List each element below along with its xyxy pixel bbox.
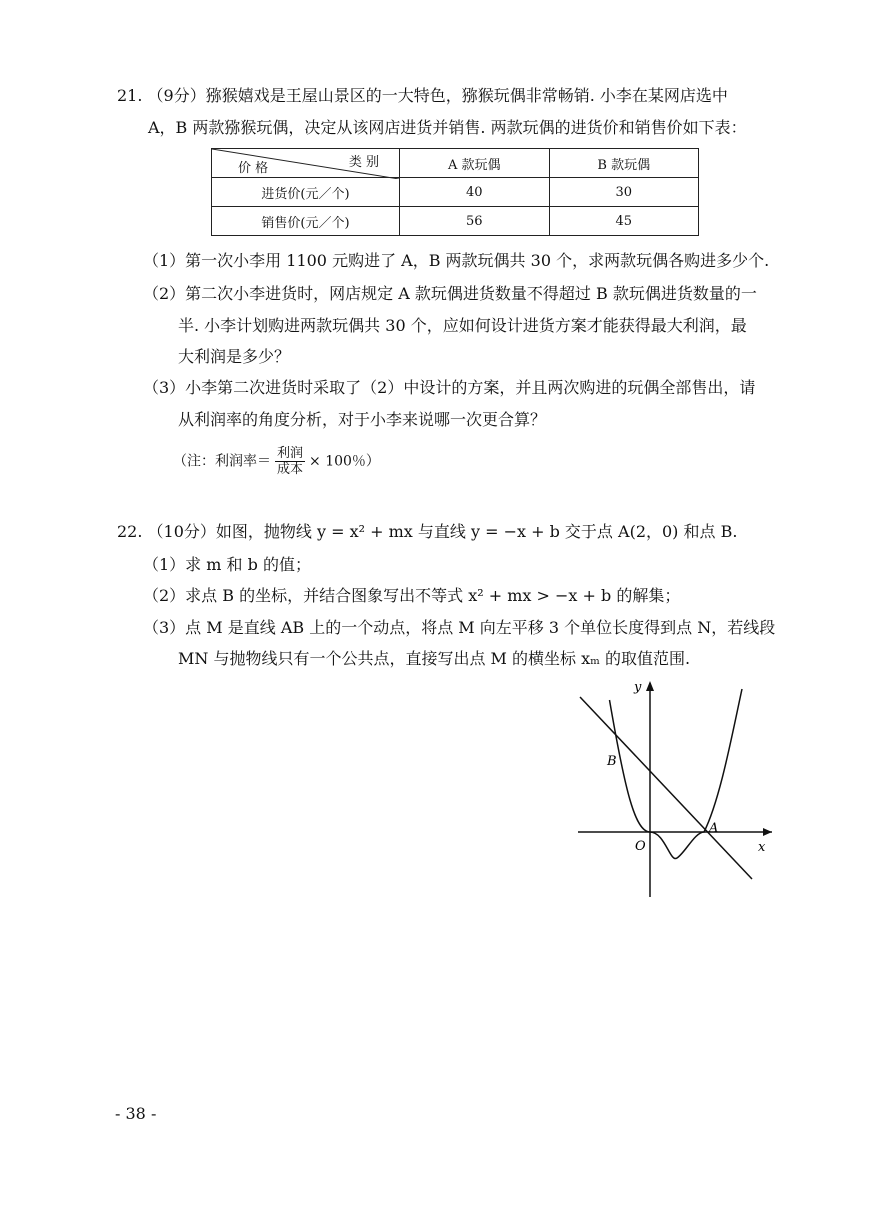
fraction-denominator: 成本 — [277, 462, 304, 477]
x-axis-arrow-icon — [763, 828, 772, 836]
cell-cost-b: 30 — [549, 178, 699, 207]
q21-part1: （1）第一次小李用 1100 元购进了 A，B 两款玩偶共 30 个，求两款玩偶各购进多少个. — [143, 251, 770, 270]
label-origin: O — [635, 839, 646, 854]
page-number: - 38 - — [115, 1104, 157, 1123]
label-point-b: B — [607, 754, 617, 769]
parabola-curve — [610, 689, 743, 859]
q21-part2-line1: （2）第二次小李进货时，网店规定 A 款玩偶进货数量不得超过 B 款玩偶进货数量的一 — [143, 284, 757, 303]
column-header-a: A 款玩偶 — [400, 149, 550, 178]
note-prefix: （注：利润率＝ — [173, 453, 271, 470]
profit-rate-fraction — [275, 446, 305, 477]
header-price: 价 格 — [238, 161, 269, 176]
q22-part2: （2）求点 B 的坐标，并结合图象写出不等式 x² + mx > −x + b 的解集； — [143, 586, 681, 605]
y-axis-arrow-icon — [646, 681, 654, 691]
q21-part2-line2: 半. 小李计划购进两款玩偶共 30 个，应如何设计进货方案才能获得最大利润，最 — [178, 316, 747, 335]
function-graph — [570, 675, 780, 905]
row-label-cost: 进货价(元／个) — [212, 178, 400, 207]
q21-note — [173, 446, 380, 477]
table-corner-cell — [212, 149, 400, 178]
table-header-row — [212, 149, 699, 178]
q21-part2-line3: 大利润是多少？ — [178, 347, 291, 366]
label-x: x — [758, 840, 766, 855]
cell-sale-a: 56 — [400, 207, 550, 236]
line-ab — [580, 697, 752, 879]
q21-intro-line2: A，B 两款猕猴玩偶，决定从该网店进货并销售. 两款玩偶的进货价和销售价如下表： — [148, 118, 747, 137]
label-point-a: A — [709, 821, 719, 836]
row-label-sale: 销售价(元／个) — [212, 207, 400, 236]
note-suffix: × 100％） — [309, 453, 380, 470]
price-table — [211, 148, 699, 236]
q22-part3-line2: MN 与抛物线只有一个公共点，直接写出点 M 的横坐标 xₘ 的取值范围. — [178, 649, 691, 668]
cell-sale-b: 45 — [549, 207, 699, 236]
label-y: y — [634, 680, 642, 695]
q22-intro: 22. （10分）如图，抛物线 y = x² + mx 与直线 y = −x + b 交于点 A(2，0) 和点 B. — [117, 522, 738, 541]
column-header-b: B 款玩偶 — [549, 149, 699, 178]
q22-part3-line1: （3）点 M 是直线 AB 上的一个动点，将点 M 向左平移 3 个单位长度得到点 N，若线段 — [143, 618, 776, 637]
q21-intro-line1: 21. （9分）猕猴嬉戏是王屋山景区的一大特色，猕猴玩偶非常畅销. 小李在某网店选中 — [117, 86, 728, 105]
cell-cost-a: 40 — [400, 178, 550, 207]
q21-part3-line2: 从利润率的角度分析，对于小李来说哪一次更合算？ — [178, 410, 547, 429]
fraction-numerator: 利润 — [277, 446, 304, 461]
table-row — [212, 207, 699, 236]
q22-part1: （1）求 m 和 b 的值； — [143, 555, 311, 574]
q21-part3-line1: （3）小李第二次进货时采取了（2）中设计的方案，并且两次购进的玩偶全部售出，请 — [143, 378, 756, 397]
table-row — [212, 178, 699, 207]
header-category: 类 别 — [348, 155, 379, 170]
